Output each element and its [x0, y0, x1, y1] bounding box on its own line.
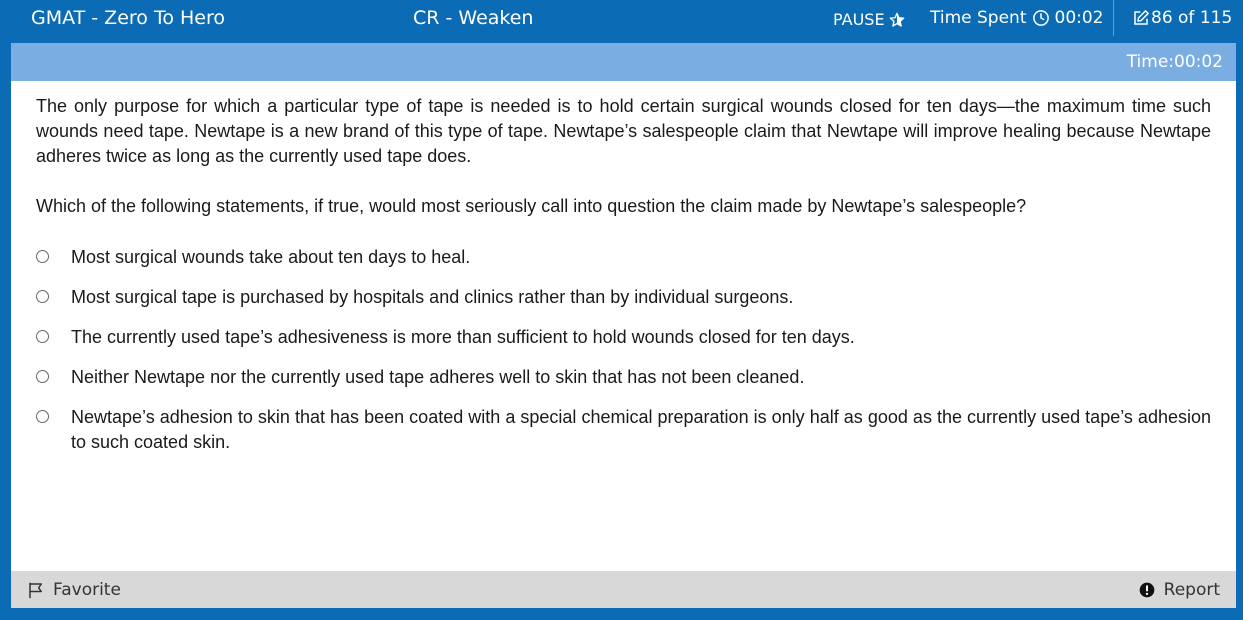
- time-spent: [930, 8, 1104, 28]
- pause-label: PAUSE: [833, 10, 885, 29]
- favorite-label: Favorite: [53, 580, 121, 600]
- exclamation-circle-icon: [1139, 582, 1155, 598]
- answer-option-text: The currently used tape’s adhesiveness is more than sufficient to hold wounds closed for ten days.: [71, 327, 855, 347]
- answer-option-a[interactable]: [36, 245, 1211, 270]
- answer-option-text: Most surgical wounds take about ten days to heal.: [71, 247, 471, 267]
- header-divider: [1113, 0, 1114, 36]
- answer-options: [36, 245, 1211, 470]
- report-label: Report: [1163, 580, 1220, 600]
- section-title: CR - Weaken: [413, 7, 534, 29]
- answer-option-e[interactable]: [36, 405, 1211, 455]
- answer-option-b[interactable]: [36, 285, 1211, 310]
- time-spent-value: 00:02: [1054, 8, 1104, 28]
- radio-button[interactable]: [36, 370, 49, 383]
- clock-icon: [1032, 9, 1050, 27]
- answer-option-c[interactable]: [36, 325, 1211, 350]
- time-spent-label: Time Spent: [930, 8, 1027, 28]
- timer-bar: [11, 43, 1236, 81]
- radio-button[interactable]: [36, 410, 49, 423]
- question-passage: The only purpose for which a particular type of tape is needed is to hold certain surgical wounds closed for ten days—the maximum time such wounds need tape. Newtape is a new brand of this type of tape. Newtape’s salespeople claim that Newtape will improve healing because Newtape adheres twice as long as the currently used tape does.: [36, 96, 1211, 166]
- radio-button[interactable]: [36, 290, 49, 303]
- favorite-button[interactable]: [27, 580, 121, 600]
- star-icon: [889, 12, 905, 28]
- radio-button[interactable]: [36, 250, 49, 263]
- question-panel: [11, 81, 1236, 571]
- top-bar: [0, 0, 1243, 43]
- footer-bar: [11, 571, 1236, 608]
- flag-icon: [27, 581, 45, 599]
- report-button[interactable]: [1139, 580, 1220, 600]
- radio-button[interactable]: [36, 330, 49, 343]
- question-counter-text: 86 of 115: [1151, 8, 1233, 28]
- answer-option-text: Neither Newtape nor the currently used tape adheres well to skin that has not been cleaned.: [71, 367, 805, 387]
- answer-option-text: Most surgical tape is purchased by hospitals and clinics rather than by individual surgeons.: [71, 287, 794, 307]
- app-title: GMAT - Zero To Hero: [31, 7, 225, 29]
- question-counter[interactable]: [1132, 8, 1232, 28]
- pause-button[interactable]: [833, 10, 905, 29]
- answer-option-text: Newtape’s adhesion to skin that has been coated with a special chemical preparation is only half as good as the currently used tape’s adhesion to such coated skin.: [71, 407, 1211, 452]
- edit-icon: [1132, 9, 1150, 27]
- answer-option-d[interactable]: [36, 365, 1211, 390]
- question-stem: Which of the following statements, if true, would most seriously call into question the claim made by Newtape’s salespeople?: [36, 196, 1027, 216]
- question-timer: Time:00:02: [1126, 52, 1223, 72]
